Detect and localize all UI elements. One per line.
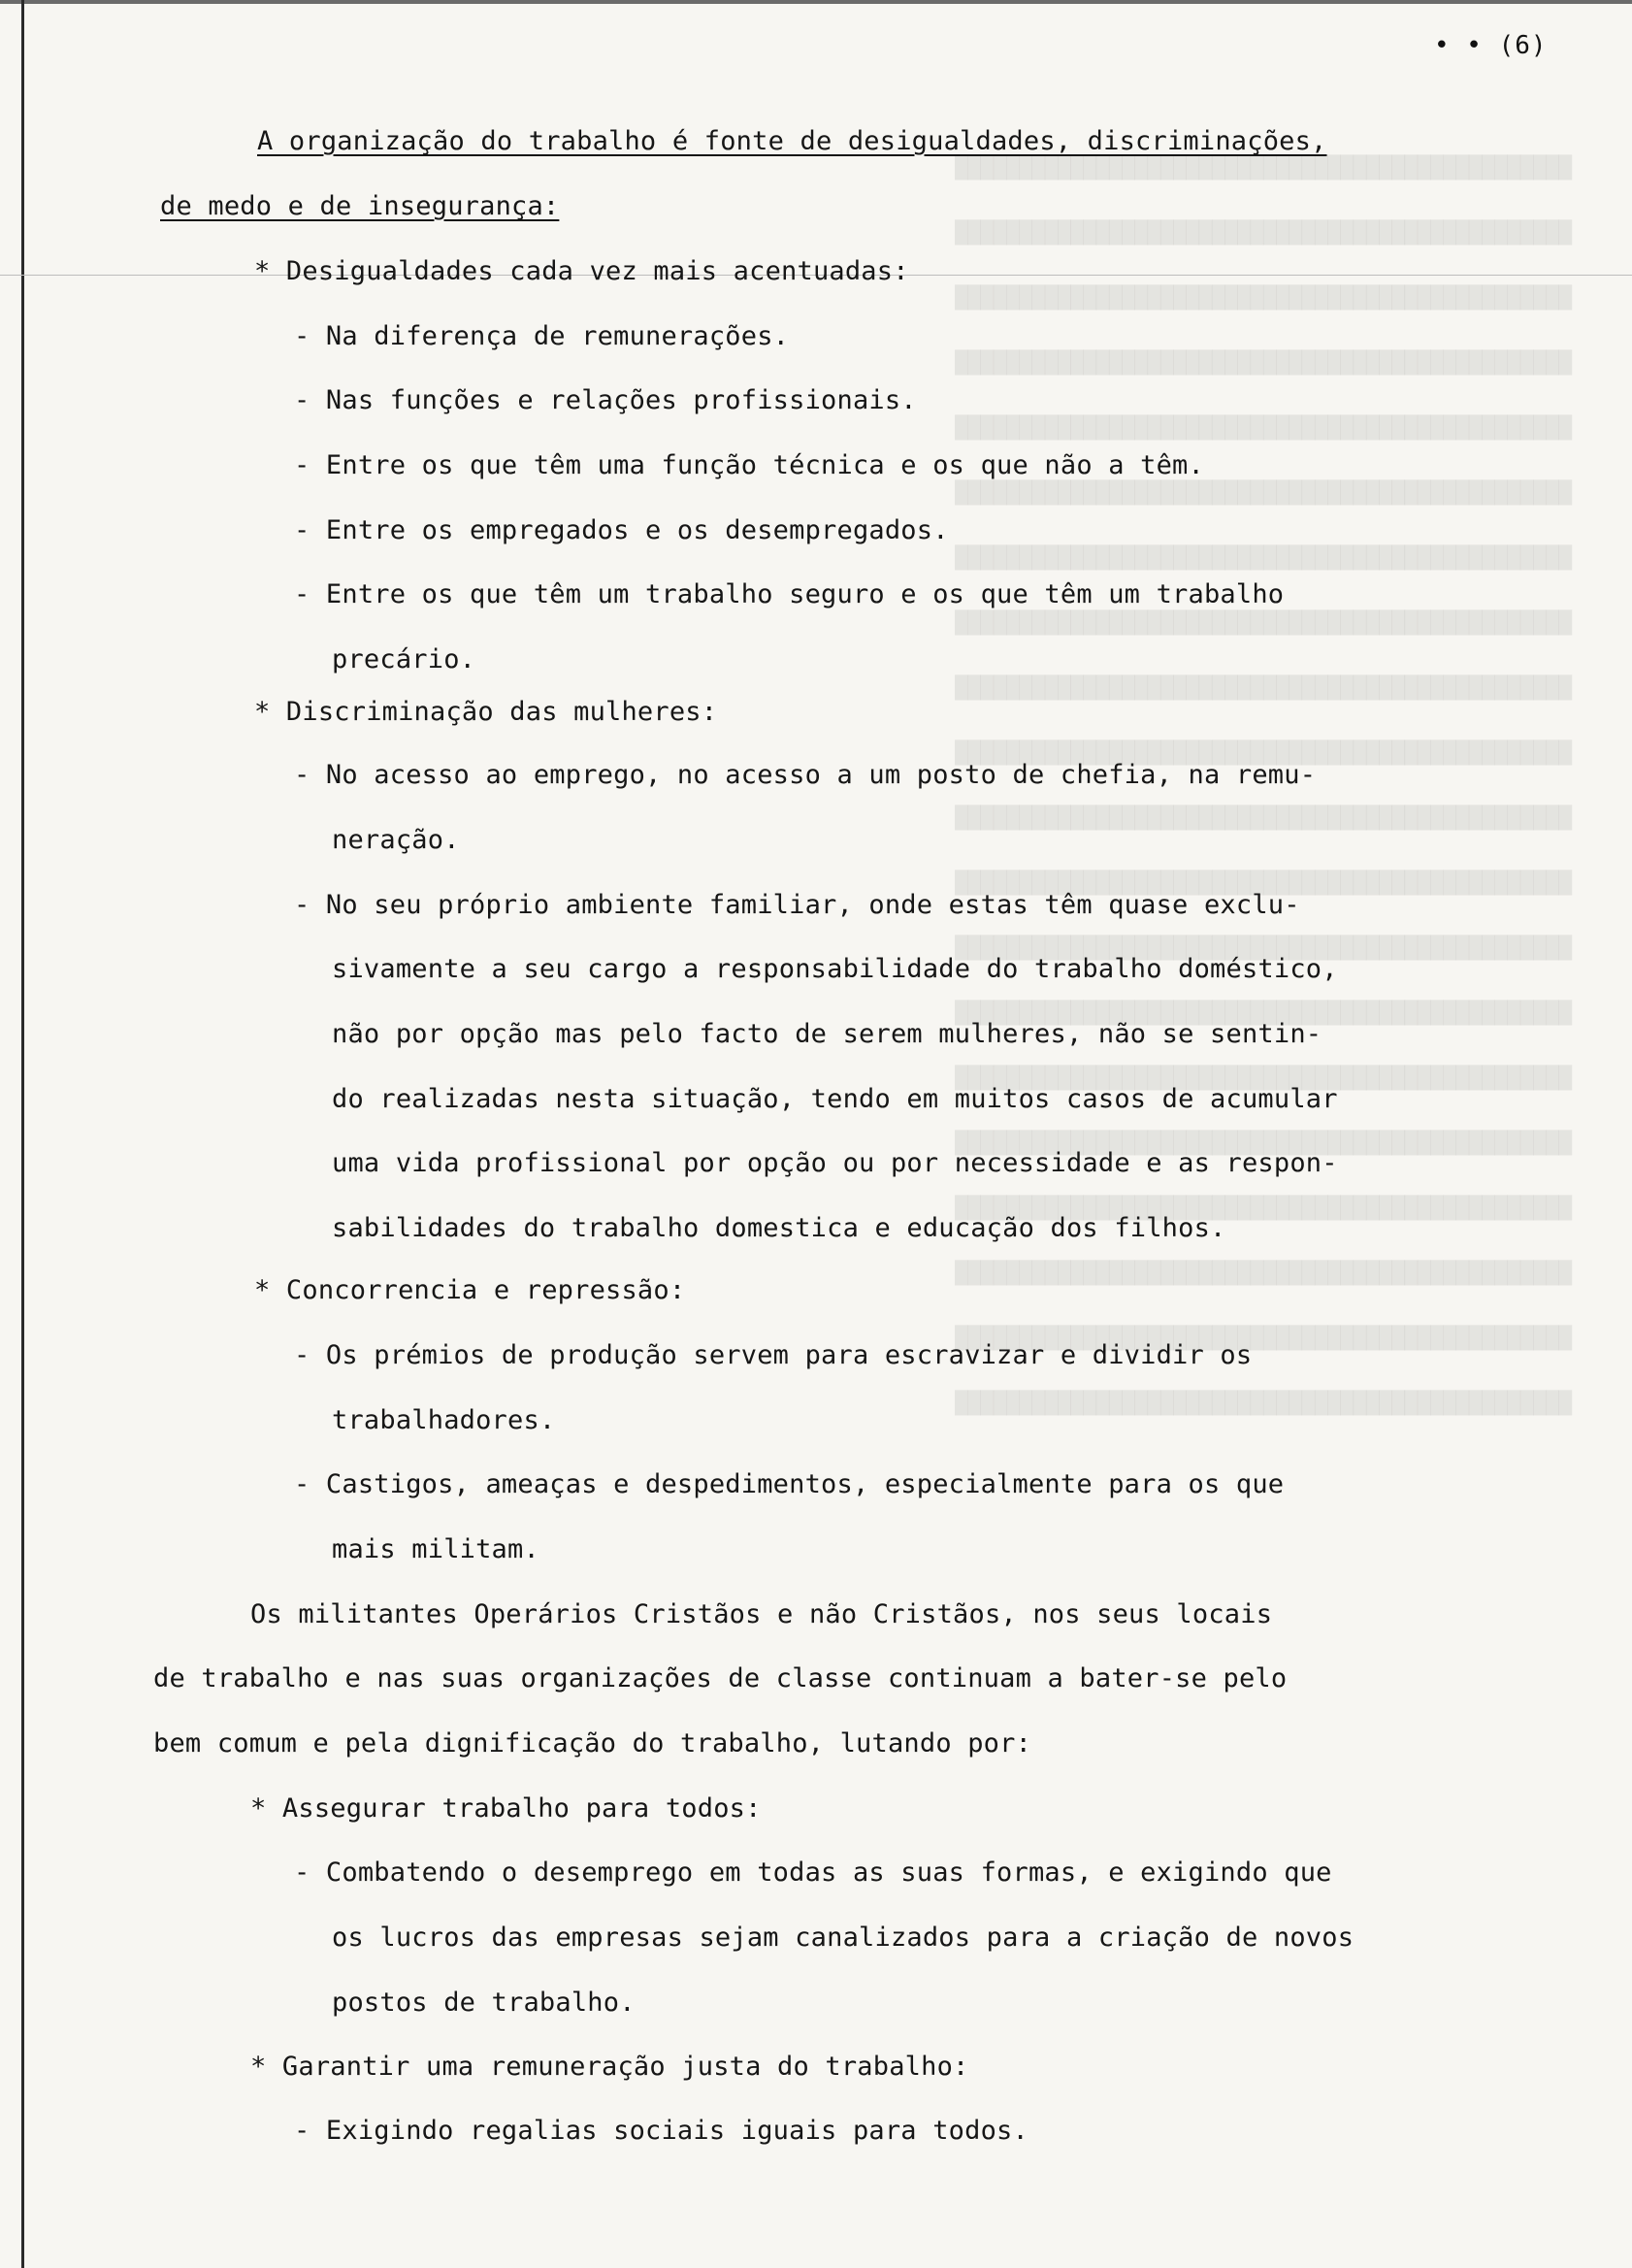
bullet-line: - No acesso ao emprego, no acesso a um posto de chefia, na remu- [294, 760, 1317, 790]
page-left-edge [21, 0, 24, 2268]
bullet-continuation: não por opção mas pelo facto de serem mulheres, não se sentin- [332, 1019, 1322, 1049]
bullet-line: - Os prémios de produção servem para escravizar e dividir os [294, 1340, 1253, 1370]
section-garantir: * Garantir uma remuneração justa do trabalho: [250, 2052, 969, 2082]
bullet-line: - Entre os que têm uma função técnica e os que não a têm. [294, 450, 1204, 480]
section-desigualdades: * Desigualdades cada vez mais acentuadas: [254, 256, 909, 286]
bullet-continuation: mais militam. [332, 1534, 539, 1564]
bullet-line: - Castigos, ameaças e despedimentos, especialmente para os que [294, 1469, 1285, 1499]
bullet-line: - Exigindo regalias sociais iguais para todos. [294, 2116, 1028, 2146]
section-discriminacao: * Discriminação das mulheres: [254, 697, 718, 727]
bullet-continuation: precário. [332, 644, 476, 674]
bullet-line: - Entre os que têm um trabalho seguro e os que têm um trabalho [294, 579, 1285, 609]
paragraph-line: bem comum e pela dignificação do trabalho, lutando por: [153, 1728, 1032, 1759]
show-through-text: ████████████████████████████████████████████████ ████████████████████████████████████████████████ ████████████████████████████████████████████████ ████████████████████████████████████████████████ ████████████████████████████████████████████████ ████████████████████████████████████████████████ ████████████████████████████████████████████████ ████████████████████████████████████████████████ ████████████████████████████████████████████████ ████████████████████████████████████████████████ ████████████████████████████████████████████████ ████████████████████████████████████████████████ ████████████████████████████████████████████████ ████████████████████████████████████████████████ ████████████████████████████████████████████████ ████████████████████████████████████████████████ ████████████████████████████████████████████████ ████████████████████████████████████████████████ ████████████████████████████████████████████████ ████████████████████████████████████████████████ [955, 156, 1572, 1416]
bullet-continuation: postos de trabalho. [332, 1988, 636, 2018]
bullet-line: - Na diferença de remunerações. [294, 321, 790, 351]
section-concorrencia: * Concorrencia e repressão: [254, 1275, 686, 1305]
bullet-continuation: sabilidades do trabalho domestica e educação dos filhos. [332, 1213, 1226, 1243]
bullet-line: - No seu próprio ambiente familiar, onde estas têm quase exclu- [294, 890, 1300, 920]
page-top-edge [0, 0, 1632, 4]
bullet-continuation: os lucros das empresas sejam canalizados para a criação de novos [332, 1923, 1355, 1953]
paragraph-line: de trabalho e nas suas organizações de classe continuam a bater-se pelo [153, 1663, 1288, 1693]
bullet-continuation: sivamente a seu cargo a responsabilidade do trabalho doméstico, [332, 954, 1338, 984]
bullet-line: - Nas funções e relações profissionais. [294, 385, 917, 415]
paragraph-line: Os militantes Operários Cristãos e não Cristãos, nos seus locais [250, 1599, 1273, 1629]
bullet-continuation: do realizadas nesta situação, tendo em muitos casos de acumular [332, 1084, 1338, 1114]
heading-line-1: A organização do trabalho é fonte de desigualdades, discriminações, [257, 126, 1327, 156]
bullet-line: - Combatendo o desemprego em todas as suas formas, e exigindo que [294, 1857, 1332, 1888]
bullet-continuation: trabalhadores. [332, 1405, 556, 1435]
heading-line-2: de medo e de insegurança: [160, 191, 560, 221]
section-assegurar: * Assegurar trabalho para todos: [250, 1793, 762, 1824]
bullet-continuation: neração. [332, 825, 460, 855]
bullet-continuation: uma vida profissional por opção ou por necessidade e as respon- [332, 1148, 1338, 1178]
bullet-line: - Entre os empregados e os desempregados. [294, 515, 949, 545]
page-number: • • (6) [1434, 31, 1548, 60]
